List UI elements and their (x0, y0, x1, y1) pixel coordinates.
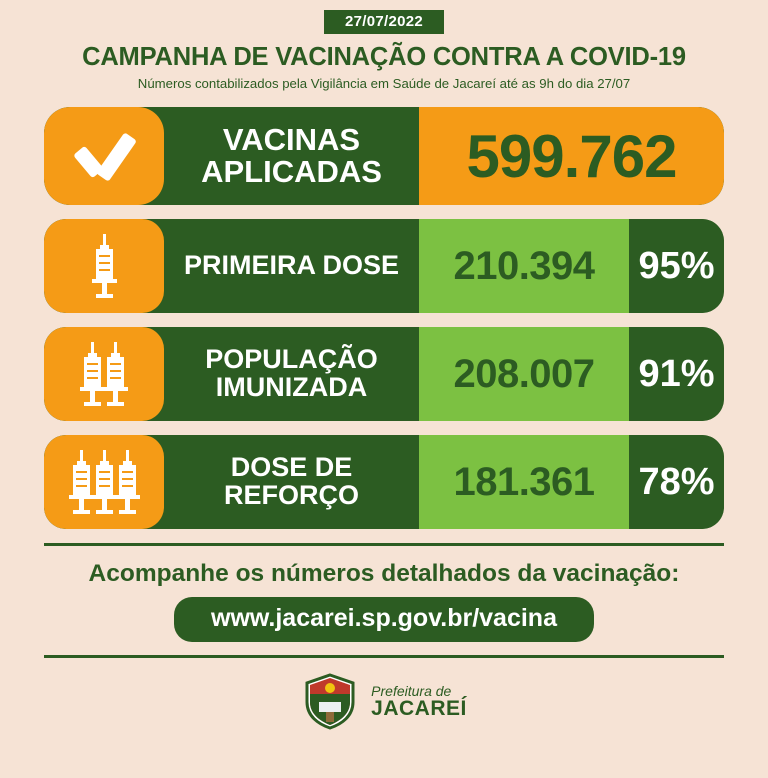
brand-prefix: Prefeitura de (371, 682, 452, 699)
brand-city: JACAREÍ (371, 696, 467, 720)
divider-top (44, 543, 724, 546)
stat-row-populacao-imunizada (44, 327, 724, 421)
stat-label-dose-de-reforco: DOSE DE REFORÇO (224, 452, 359, 510)
stat-value-populacao-imunizada: 208.007 (419, 327, 629, 421)
stat-value-dose-de-reforco: 181.361 (419, 435, 629, 529)
divider-bottom (44, 655, 724, 658)
stat-row-dose-de-reforco (44, 435, 724, 529)
jacarei-crest-icon (301, 672, 359, 730)
brand-block (0, 672, 768, 730)
stat-percent-primeira-dose: 95% (629, 219, 724, 313)
stat-label-vacinas-aplicadas: VACINAS APLICADAS (201, 122, 382, 189)
double-syringe-icon (84, 342, 124, 406)
vaccination-campaign-poster (0, 10, 768, 778)
stat-label-primeira-dose: PRIMEIRA DOSE (183, 250, 400, 281)
stat-percent-populacao-imunizada: 91% (629, 327, 724, 421)
check-icon-cell (44, 107, 164, 205)
stats-list (44, 107, 724, 529)
vaccination-url-link[interactable]: www.jacarei.sp.gov.br/vacina (174, 597, 594, 642)
stat-value-primeira-dose: 210.394 (419, 219, 629, 313)
stat-label-populacao-imunizada: POPULAÇÃO IMUNIZADA (205, 344, 378, 402)
single-syringe-icon-cell (44, 219, 164, 313)
stat-percent-dose-de-reforco: 78% (629, 435, 724, 529)
triple-syringe-icon-cell (44, 435, 164, 529)
page-title: CAMPANHA DE VACINAÇÃO CONTRA A COVID-19 (82, 43, 686, 71)
call-to-action-text: Acompanhe os números detalhados da vacinação: (88, 560, 680, 587)
date-badge: 27/07/2022 (324, 10, 444, 34)
brand-text (371, 684, 467, 719)
stat-row-vacinas-aplicadas (44, 107, 724, 205)
stat-value-vacinas-aplicadas: 599.762 (419, 107, 724, 205)
stat-row-primeira-dose (44, 219, 724, 313)
single-syringe-icon (96, 234, 113, 298)
page-subtitle: Números contabilizados pela Vigilância em Saúde de Jacareí até as 9h do dia 27/07 (137, 76, 631, 91)
triple-syringe-icon (73, 450, 136, 514)
double-syringe-icon-cell (44, 327, 164, 421)
check-icon (73, 135, 135, 177)
